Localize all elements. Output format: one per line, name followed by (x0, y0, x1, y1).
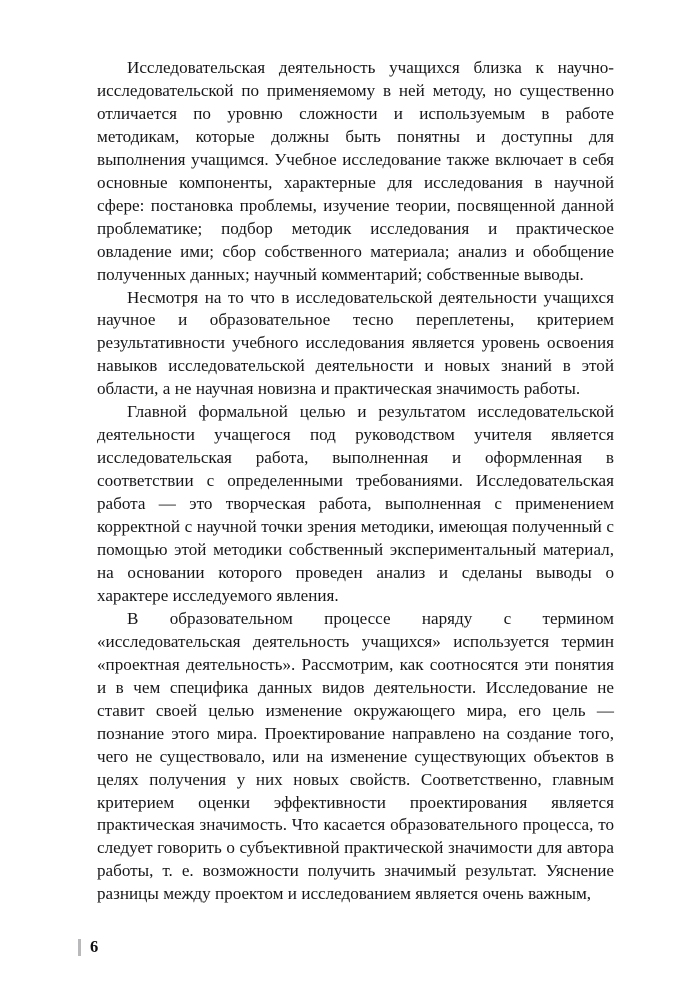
body-text-column (97, 57, 614, 906)
page-footer (78, 939, 98, 956)
body-paragraph-2: Несмотря на то что в исследовательской деятельности учащихся научное и образовательное тесно переплетены, критерием результативности учебного исследования является уровень освоения навыков исследовательской деятельности и новых знаний в этой области, а не научная новизна и практическая значимость работы. (97, 287, 614, 399)
body-paragraph-1: Исследовательская деятельность учащихся близка к научно-исследовательской по применяемому в ней методу, но существенно отличается по уровню сложности и используемым в работе методикам, которые должны быть понятны и доступны для выполнения учащимся. Учебное исследование также включает в себя основные компоненты, характерные для исследования в научной сфере: постановка проблемы, изучение теории, посвященной данной проблематике; подбор методик исследования и практическое овладение ими; сбор собственного материала; анализ и обобщение полученных данных; научный комментарий; собственные выводы. (97, 58, 614, 284)
body-paragraph-4: В образовательном процессе наряду с термином «исследовательская деятельность учащихся» используется термин «проектная деятельность». Рассмотрим, как соотносятся эти понятия и в чем специфика данных видов деятельности. Исследование не ставит своей целью изменение окружающего мира, его цель — познание этого мира. Проектирование направлено на создание того, чего не существовало, или на изменение существующих объектов в целях получения у них новых свойств. Соответственно, главным критерием оценки эффективности проектирования является практическая значимость. Что касается образовательного процесса, то следует говорить о субъективной практической значимости для автора работы, т. е. возможности получить значимый результат. Уяснение разницы между проектом и исследованием является очень важным, (97, 608, 614, 904)
footer-rule-icon (78, 939, 81, 956)
page-number: 6 (90, 937, 99, 957)
body-paragraph-3: Главной формальной целью и результатом исследовательской деятельности учащегося под руководством учителя является исследовательская работа, выполненная и оформленная в соответствии с определенными требованиями. Исследовательская работа — это творческая работа, выполненная с применением корректной с научной точки зрения методики, имеющая полученный с помощью этой методики собственный экспериментальный материал, на основании которого проведен анализ и сделаны выводы о характере исследуемого явления. (97, 402, 614, 605)
